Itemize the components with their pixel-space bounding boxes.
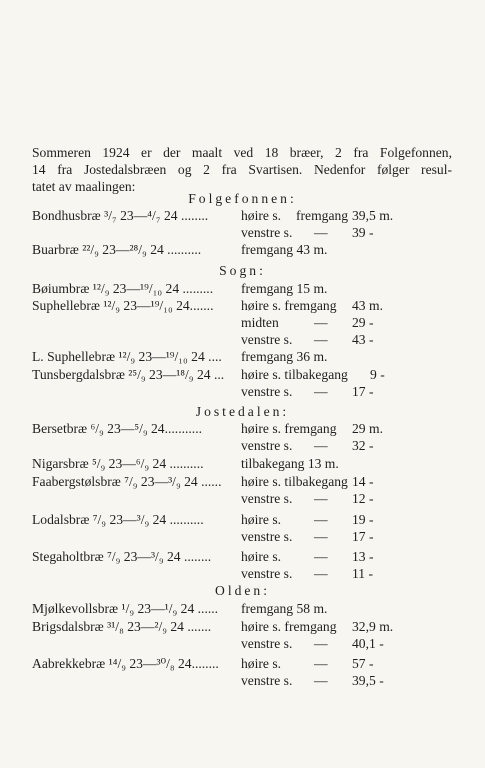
change-kind: fremgang [296,208,349,223]
dash-mark: — [314,315,328,330]
side-label: venstre s. [241,529,293,544]
side-label: høire s. [241,208,282,223]
dash-mark: — [314,438,328,453]
table-row [0,491,485,508]
dash-mark: — [314,512,328,527]
change-value: 17 - [352,529,374,544]
change-value: 29 - [352,315,374,330]
change-value: 39,5 m. [352,208,394,223]
glacier-name: Stegaholtbræ ⁷/₉ 23—³/₉ 24 ........ [32,549,212,564]
table-row [0,438,485,455]
intro-line-2: 14 fra Jostedalsbræen og 2 fra Svartisen. Nedenfor følger resul- [32,162,452,177]
section-heading-sogn: Sogn: [219,263,266,278]
side-label: venstre s. [241,491,293,506]
change-value: 11 - [352,566,374,581]
glacier-name: Aabrekkebræ ¹⁴/₉ 23—³⁰/₈ 24........ [32,656,219,671]
result-text: fremgang 43 m. [241,242,328,257]
side-label: venstre s. [241,332,293,347]
change-value: 39,5 - [352,673,384,688]
glacier-name: Brigsdalsbræ ³¹/₈ 23—²/₉ 24 ....... [32,619,212,634]
glacier-name: Faabergstølsbræ ⁷/₉ 23—³/₉ 24 ...... [32,474,222,489]
side-label: venstre s. [241,673,293,688]
glacier-name: Mjølkevollsbræ ¹/₉ 23—¹/₉ 24 ...... [32,601,219,616]
change-value: 32 - [352,438,374,453]
table-row [0,529,485,546]
glacier-name: Buarbræ ²²/₉ 23—²⁸/₉ 24 .......... [32,242,202,257]
dash-mark: — [314,673,328,688]
intro-line-3: tatet av maalingen: [32,179,136,194]
table-row [0,636,485,653]
side-label: høire s. fremgang [241,298,337,313]
table-row [0,549,485,566]
table-row [0,456,485,473]
side-label: høire s. [241,549,282,564]
dash-mark: — [314,384,328,399]
dash-mark: — [314,656,328,671]
table-row [0,601,485,618]
side-label: høire s. fremgang [241,421,337,436]
result-text: tilbakegang 13 m. [241,456,339,471]
result-text: fremgang 36 m. [241,349,328,364]
intro-paragraph [32,144,452,195]
table-row [0,281,485,298]
section-heading-olden: Olden: [215,583,270,598]
change-value: 43 - [352,332,374,347]
glacier-name: Nigarsbræ ⁵/₉ 23—⁶/₉ 24 .......... [32,456,204,471]
change-value: 43 m. [352,298,383,313]
side-label: høire s. tilbakegang [241,474,348,489]
change-value: 14 - [352,474,374,489]
glacier-name: Bondhusbræ ³/₇ 23—⁴/₇ 24 ........ [32,208,209,223]
side-label: høire s. tilbakegang [241,367,348,382]
table-row [0,673,485,690]
glacier-name: Bersetbræ ⁶/₉ 23—⁵/₉ 24........... [32,421,202,436]
change-value: 57 - [352,656,374,671]
dash-mark: — [314,332,328,347]
side-label: venstre s. [241,438,293,453]
change-value: 12 - [352,491,374,506]
table-row [0,242,485,259]
section-heading-folgefonnen: Folgefonnen: [188,191,297,206]
table-row [0,619,485,636]
result-text: fremgang 15 m. [241,281,328,296]
change-value: 39 - [352,225,374,240]
dash-mark: — [314,549,328,564]
table-row [0,421,485,438]
side-label: venstre s. [241,566,293,581]
dash-mark: — [314,529,328,544]
dash-mark: — [314,225,328,240]
side-label: høire s. [241,656,282,671]
table-row [0,315,485,332]
table-row [0,349,485,366]
side-label: venstre s. [241,384,293,399]
change-value: 17 - [352,384,374,399]
side-label: høire s. fremgang [241,619,337,634]
glacier-name: Lodalsbræ ⁷/₉ 23—³/₉ 24 .......... [32,512,204,527]
table-row [0,566,485,583]
side-label: midten [241,315,279,330]
table-row [0,656,485,673]
dash-mark: — [314,566,328,581]
table-row [0,512,485,529]
dash-mark: — [314,636,328,651]
section-heading-jostedalen: Jostedalen: [195,404,290,419]
table-row [0,208,485,225]
side-label: høire s. [241,512,282,527]
glacier-name: L. Suphellebræ ¹²/₉ 23—¹⁹/₁₀ 24 .... [32,349,222,364]
change-value: 32,9 m. [352,619,394,634]
glacier-name: Suphellebræ ¹²/₉ 23—¹⁹/₁₀ 24....... [32,298,214,313]
table-row [0,367,485,384]
change-value: 29 m. [352,421,383,436]
table-row [0,332,485,349]
change-value: 40,1 - [352,636,384,651]
glacier-name: Bøiumbræ ¹²/₉ 23—¹⁹/₁₀ 24 ......... [32,281,214,296]
glacier-name: Tunsbergdalsbræ ²⁵/₉ 23—¹⁸/₉ 24 ... [32,367,225,382]
intro-line-1: Sommeren 1924 er der maalt ved 18 bræer, 2 fra Folgefonnen, [32,145,452,160]
table-row [0,474,485,491]
table-row [0,225,485,242]
change-value: 13 - [352,549,374,564]
side-label: venstre s. [241,636,293,651]
table-row [0,298,485,315]
result-text: fremgang 58 m. [241,601,328,616]
change-value: 9 - [370,367,385,382]
dash-mark: — [314,491,328,506]
table-row [0,384,485,401]
change-value: 19 - [352,512,374,527]
side-label: venstre s. [241,225,293,240]
